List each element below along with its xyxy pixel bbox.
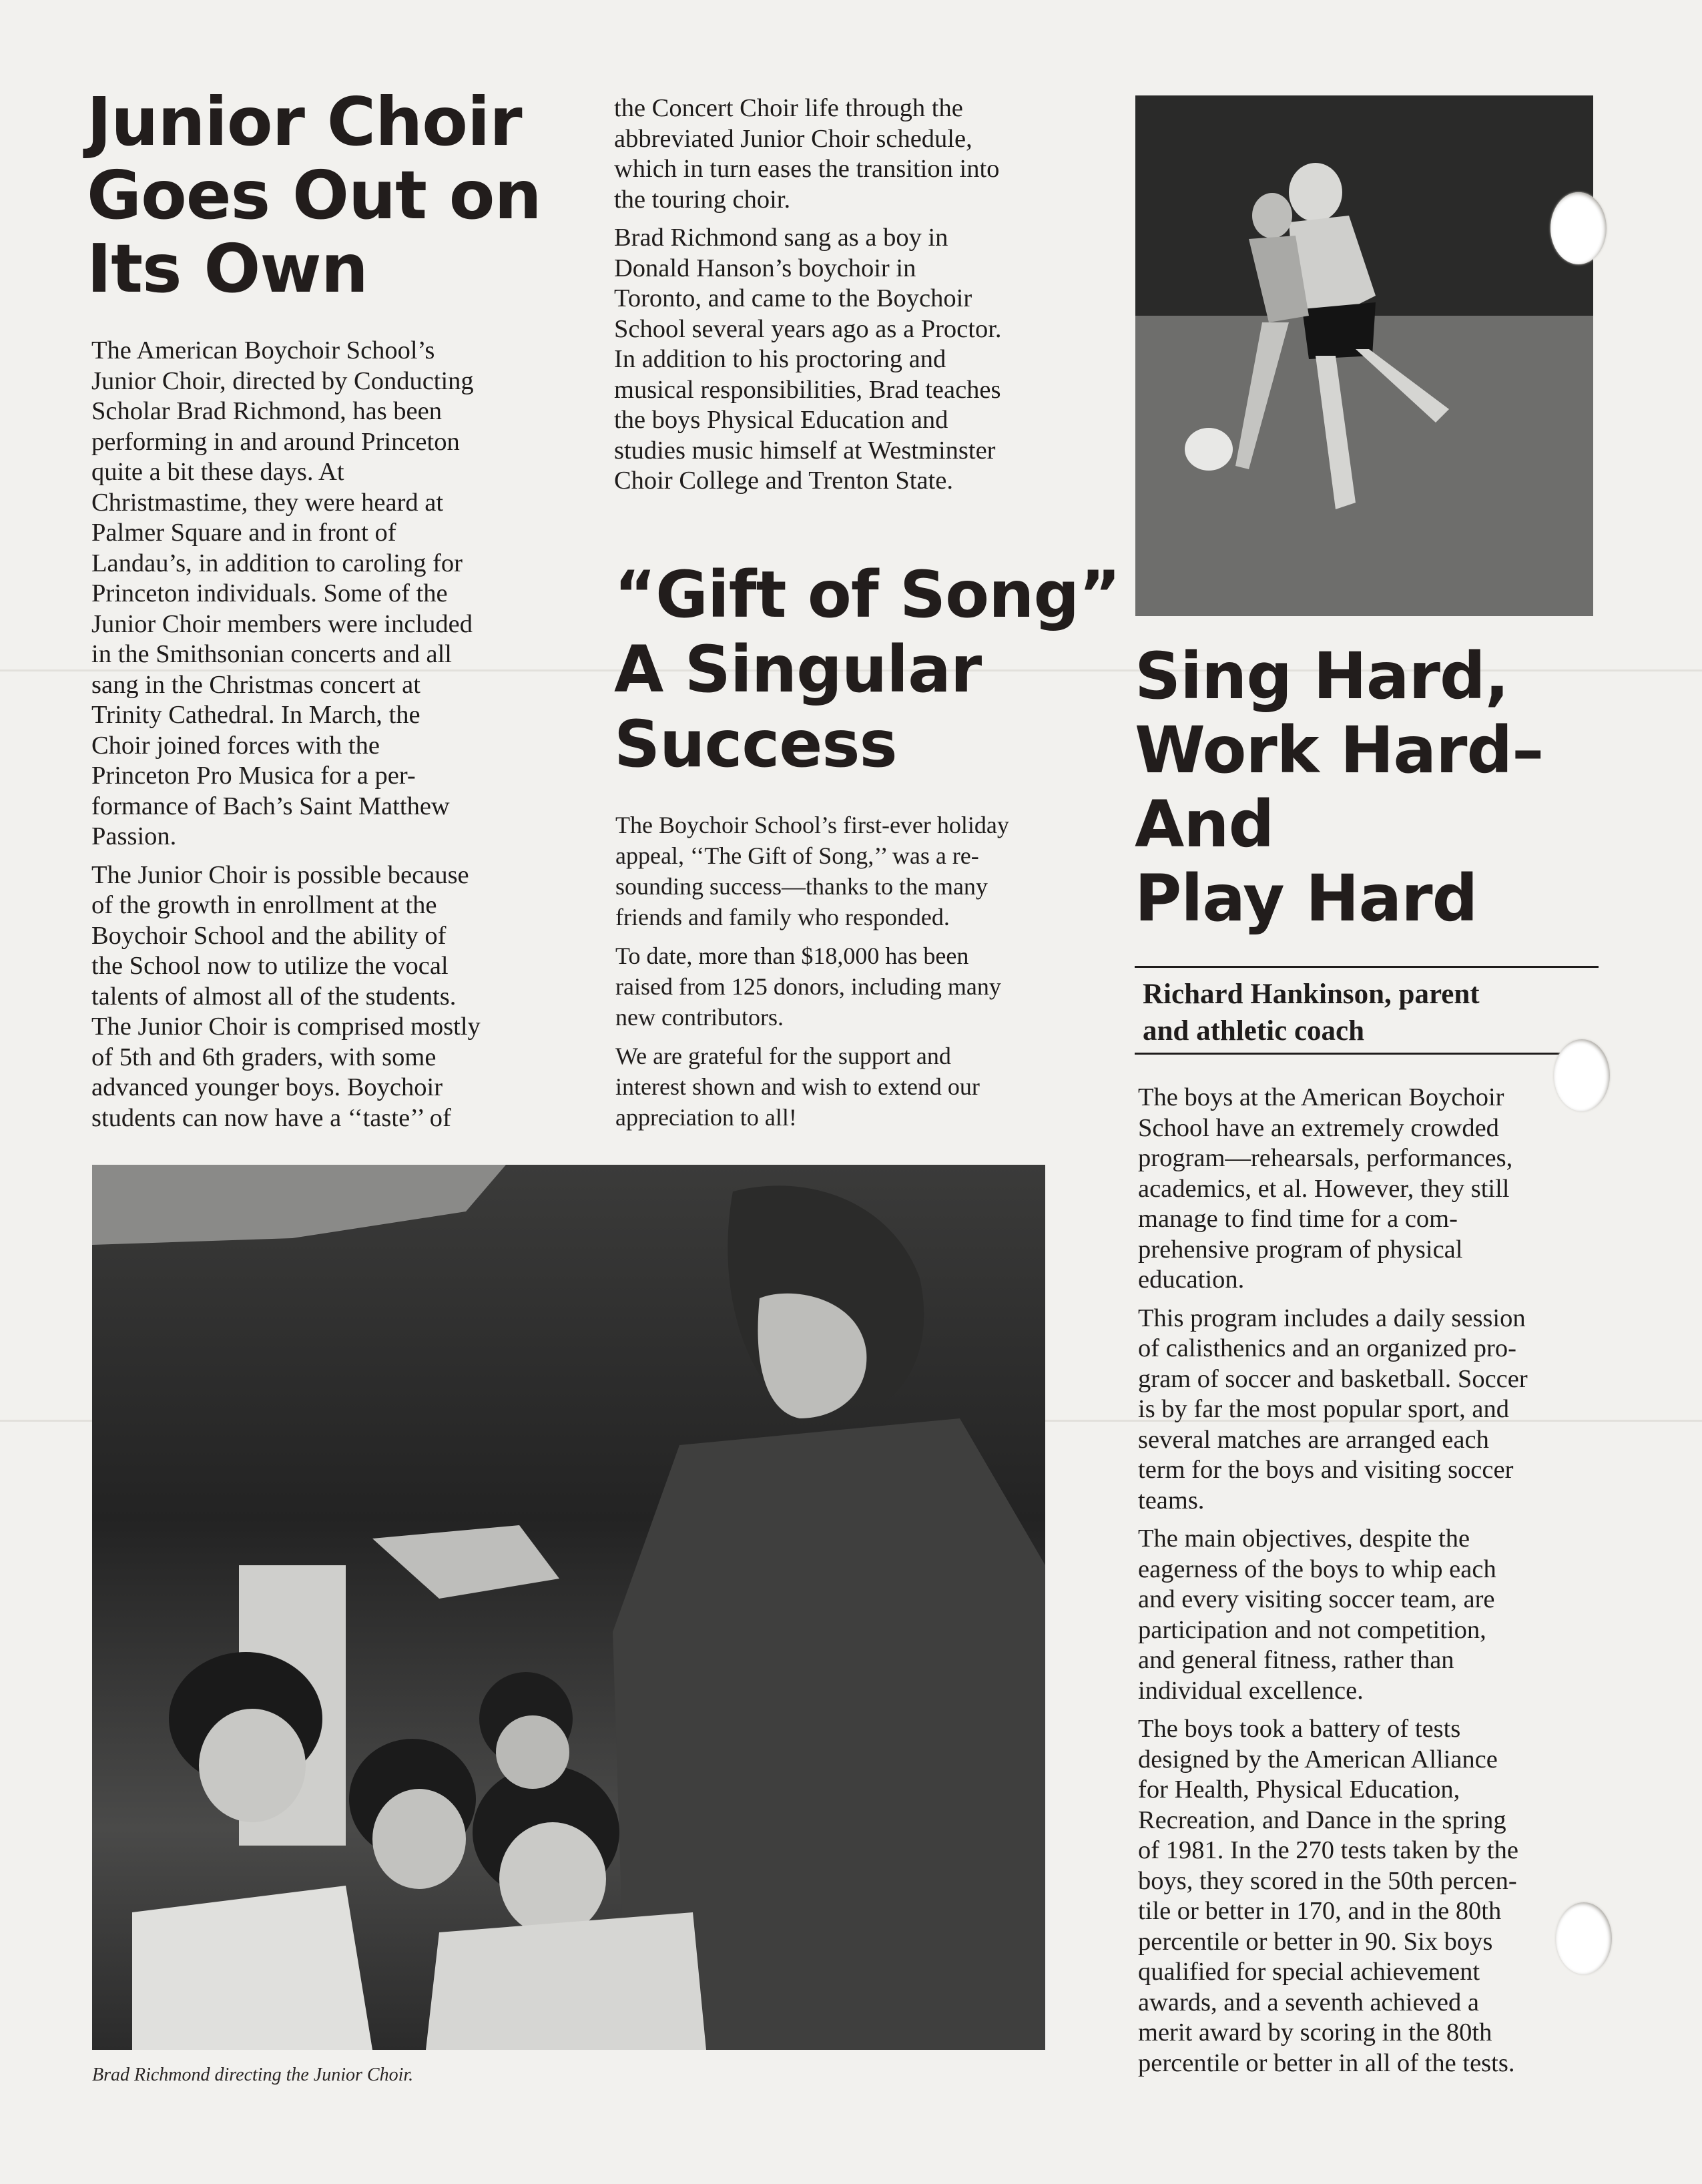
text-line: Boychoir School and the ability of xyxy=(91,921,447,950)
text-line: is by far the most popular sport, and xyxy=(1138,1395,1510,1423)
paragraph xyxy=(1138,1304,1612,1517)
text-line: Princeton individuals. Some of the xyxy=(91,579,448,607)
text-line: Scholar Brad Richmond, has been xyxy=(91,397,442,425)
text-line: In addition to his proctoring and xyxy=(614,345,946,373)
text-line: program—rehearsals, performances, xyxy=(1138,1144,1513,1172)
soccer-players-image xyxy=(1135,95,1593,616)
paragraph xyxy=(615,940,1096,1033)
text-line: in the Smithsonian concerts and all xyxy=(91,640,452,668)
choir-photo-caption: Brad Richmond directing the Junior Choir. xyxy=(92,2065,414,2085)
text-line: percentile or better in 90. Six boys xyxy=(1138,1927,1493,1956)
paragraph xyxy=(614,93,1095,215)
text-line: prehensive program of physical xyxy=(1138,1235,1463,1264)
text-line: education. xyxy=(1138,1266,1245,1294)
text-line: friends and family who responded. xyxy=(615,904,950,930)
text-line: qualified for special achievement xyxy=(1138,1958,1480,1986)
byline-top-rule xyxy=(1135,966,1599,968)
paragraph xyxy=(91,860,572,1134)
text-line: appreciation to all! xyxy=(615,1104,797,1131)
text-line: term for the boys and visiting soccer xyxy=(1138,1456,1514,1484)
text-line: To date, more than $18,000 has been xyxy=(615,942,969,969)
text-line: of 1981. In the 270 tests taken by the xyxy=(1138,1836,1518,1864)
text-line: sang in the Christmas concert at xyxy=(91,670,420,699)
paragraph xyxy=(614,223,1095,497)
junior-choir-photo xyxy=(92,1165,1045,2050)
text-line: quite a bit these days. At xyxy=(91,458,344,486)
text-line: performing in and around Princeton xyxy=(91,427,460,456)
text-line: appeal, ‘‘The Gift of Song,’’ was a re- xyxy=(615,842,979,869)
byline: Richard Hankinson, parent and athletic coach xyxy=(1143,979,1480,1047)
text-line: gram of soccer and basketball. Soccer xyxy=(1138,1364,1528,1393)
text-line: formance of Bach’s Saint Matthew xyxy=(91,792,450,820)
byline-bottom-rule xyxy=(1135,1053,1599,1055)
gift-of-song-headline: “Gift of Song” A Singular Success xyxy=(614,557,1121,782)
text-line: percentile or better in all of the tests. xyxy=(1138,2049,1515,2077)
text-line: studies music himself at Westminster xyxy=(614,436,996,465)
text-line: merit award by scoring in the 80th xyxy=(1138,2018,1492,2046)
text-line: Palmer Square and in front of xyxy=(91,519,396,547)
text-line: interest shown and wish to extend our xyxy=(615,1073,980,1100)
paragraph xyxy=(615,1041,1096,1133)
sing-hard-body xyxy=(1138,1083,1612,2087)
text-line: and general fitness, rather than xyxy=(1138,1646,1454,1674)
text-line: Recreation, and Dance in the spring xyxy=(1138,1806,1506,1834)
text-line: Choir joined forces with the xyxy=(91,731,380,760)
punch-hole xyxy=(1556,1902,1612,1974)
text-line: musical responsibilities, Brad teaches xyxy=(614,375,1001,404)
punch-hole xyxy=(1550,192,1607,264)
paragraph xyxy=(1138,1083,1612,1296)
text-line: academics, et al. However, they still xyxy=(1138,1174,1510,1203)
text-line: Trinity Cathedral. In March, the xyxy=(91,701,420,729)
text-line: Junior Choir members were included xyxy=(91,609,473,638)
paragraph xyxy=(1138,1714,1612,2079)
text-line: the School now to utilize the vocal xyxy=(91,952,449,980)
text-line: sounding success—thanks to the many xyxy=(615,873,988,900)
paragraph xyxy=(1138,1524,1612,1706)
text-line: awards, and a seventh achieved a xyxy=(1138,1988,1479,2016)
text-line: students can now have a ‘‘taste’’ of xyxy=(91,1103,451,1132)
text-line: tile or better in 170, and in the 80th xyxy=(1138,1897,1502,1925)
junior-choir-body xyxy=(91,336,572,1141)
text-line: Brad Richmond sang as a boy in xyxy=(614,224,948,252)
text-line: which in turn eases the transition into xyxy=(614,155,1000,183)
text-line: raised from 125 donors, including many xyxy=(615,973,1001,1000)
text-line: new contributors. xyxy=(615,1004,784,1031)
text-line: designed by the American Alliance xyxy=(1138,1745,1498,1773)
text-line: Landau’s, in addition to caroling for xyxy=(91,549,463,577)
text-line: eagerness of the boys to whip each xyxy=(1138,1555,1496,1583)
text-line: and every visiting soccer team, are xyxy=(1138,1585,1495,1613)
text-line: Junior Choir, directed by Conducting xyxy=(91,366,474,395)
text-line: We are grateful for the support and xyxy=(615,1043,951,1069)
text-line: of the growth in enrollment at the xyxy=(91,891,437,919)
text-line: Passion. xyxy=(91,822,177,850)
conductor-and-choir-image xyxy=(92,1165,1045,2050)
text-line: Princeton Pro Musica for a per- xyxy=(91,762,416,790)
text-line: Donald Hanson’s boychoir in xyxy=(614,254,916,282)
junior-choir-headline: Junior Choir Goes Out on Its Own xyxy=(87,83,541,308)
paragraph xyxy=(615,810,1096,932)
text-line: boys, they scored in the 50th percen- xyxy=(1138,1866,1517,1895)
text-line: individual excellence. xyxy=(1138,1676,1364,1705)
soccer-photo xyxy=(1135,95,1593,616)
text-line: The Boychoir School’s first-ever holiday xyxy=(615,812,1009,838)
punch-hole xyxy=(1554,1039,1610,1111)
text-line: School have an extremely crowded xyxy=(1138,1113,1499,1142)
text-line: Toronto, and came to the Boychoir xyxy=(614,284,972,312)
text-line: manage to find time for a com- xyxy=(1138,1205,1458,1233)
text-line: the boys Physical Education and xyxy=(614,406,948,434)
text-line: The Junior Choir is possible because xyxy=(91,860,469,889)
text-line: This program includes a daily session xyxy=(1138,1304,1526,1332)
text-line: teams. xyxy=(1138,1486,1205,1515)
text-line: The Junior Choir is comprised mostly xyxy=(91,1013,481,1041)
text-line: the touring choir. xyxy=(614,185,791,214)
text-line: School several years ago as a Proctor. xyxy=(614,314,1002,343)
text-line: Choir College and Trenton State. xyxy=(614,467,953,495)
text-line: of calisthenics and an organized pro- xyxy=(1138,1334,1516,1362)
sing-hard-headline: Sing Hard, Work Hard– And Play Hard xyxy=(1135,639,1544,936)
text-line: The main objectives, despite the xyxy=(1138,1525,1470,1553)
paragraph xyxy=(91,336,572,852)
junior-choir-body-continued xyxy=(614,93,1095,505)
text-line: The boys took a battery of tests xyxy=(1138,1715,1461,1743)
gift-of-song-body xyxy=(615,810,1096,1141)
text-line: for Health, Physical Education, xyxy=(1138,1776,1460,1804)
text-line: advanced younger boys. Boychoir xyxy=(91,1073,443,1101)
text-line: The American Boychoir School’s xyxy=(91,336,435,364)
text-line: talents of almost all of the students. xyxy=(91,982,457,1011)
text-line: of 5th and 6th graders, with some xyxy=(91,1043,437,1071)
text-line: the Concert Choir life through the xyxy=(614,94,963,122)
text-line: participation and not competition, xyxy=(1138,1615,1486,1644)
text-line: The boys at the American Boychoir xyxy=(1138,1083,1504,1111)
text-line: Christmastime, they were heard at xyxy=(91,488,444,517)
text-line: abbreviated Junior Choir schedule, xyxy=(614,124,972,153)
text-line: several matches are arranged each xyxy=(1138,1425,1489,1454)
